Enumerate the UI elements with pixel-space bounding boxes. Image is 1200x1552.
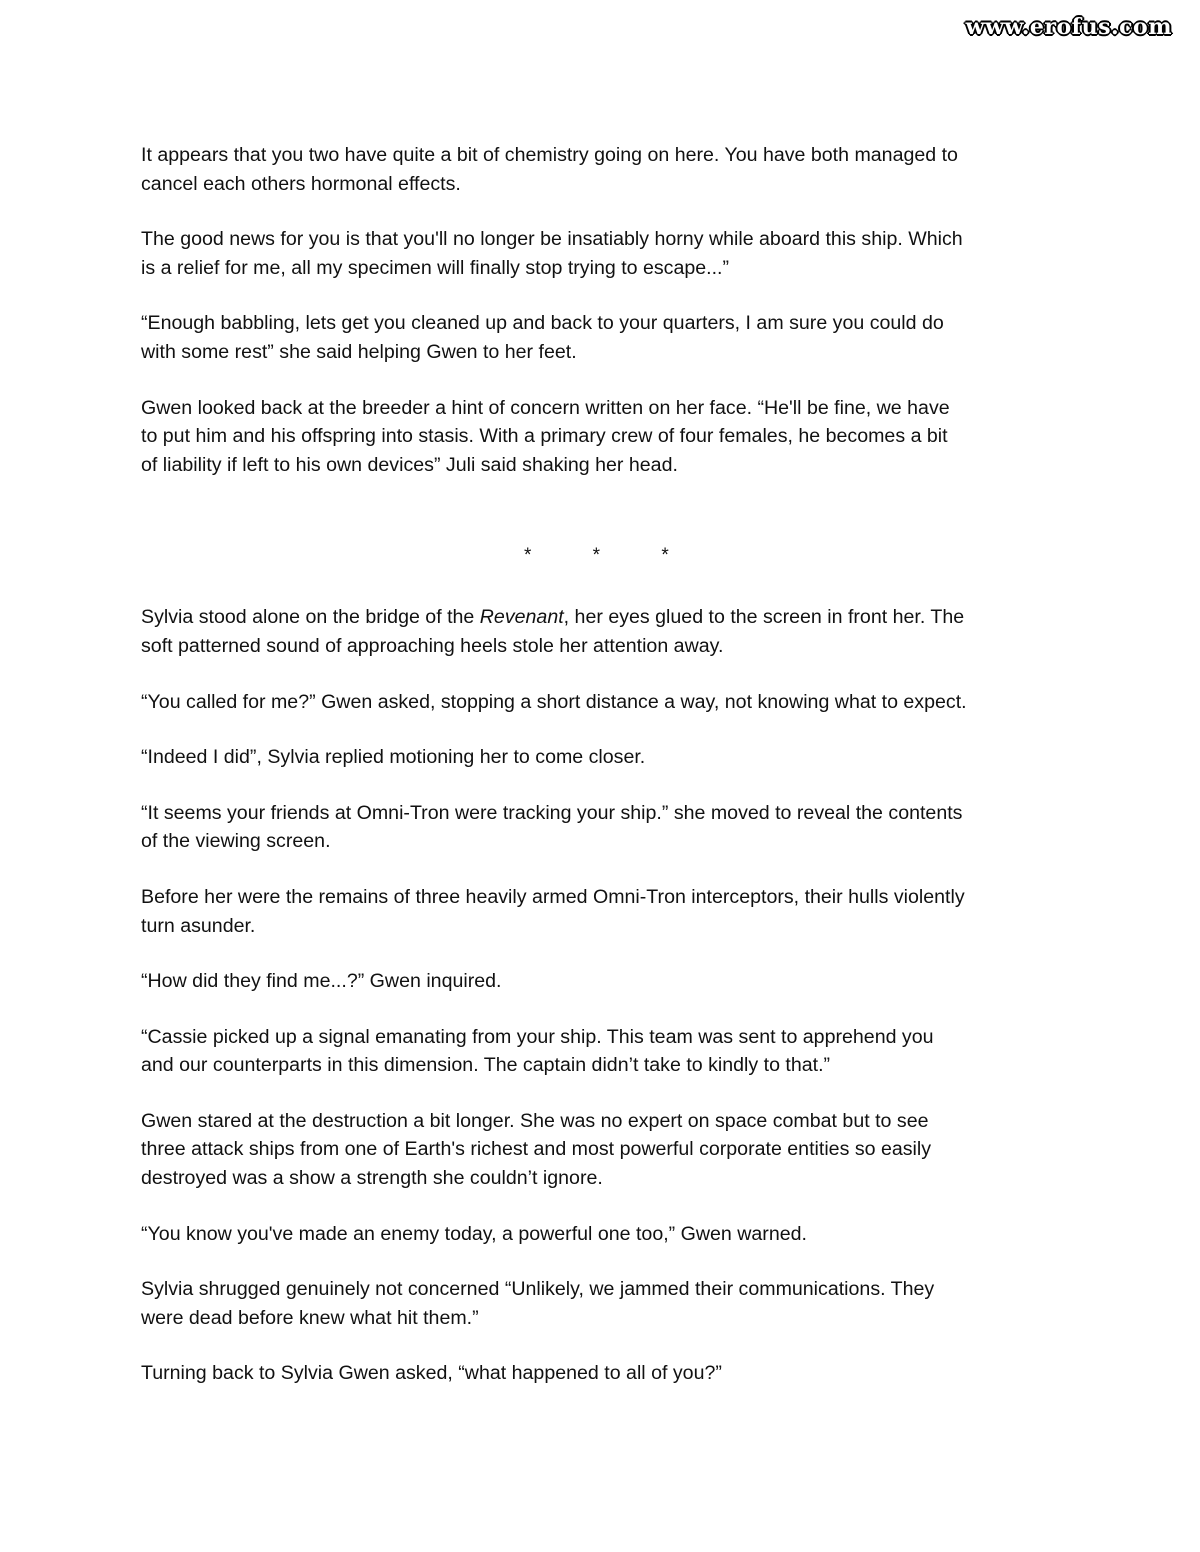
paragraph-sylvia-bridge [141, 603, 1061, 660]
paragraph-text: Sylvia stood alone on the bridge of the [141, 606, 480, 629]
paragraph: Before her were the remains of three heavily armed Omni-Tron interceptors, their hulls violently turn asunder. [141, 885, 965, 937]
document-page [141, 141, 1061, 1388]
paragraph: Gwen looked back at the breeder a hint of concern written on her face. “He'll be fine, we have to put him and his offspring into stasis. With a primary crew of four females, he becomes a bit of liability if left to his own devices” Juli said shaking her head. [141, 396, 950, 476]
paragraph-text: , her eyes glued to the screen in front her. The soft patterned sound of approaching heels stole her attention away. [141, 606, 965, 657]
paragraph: “It seems your friends at Omni-Tron were tracking your ship.” she moved to reveal the contents of the viewing screen. [141, 801, 963, 853]
paragraph: “You called for me?” Gwen asked, stopping a short distance a way, not knowing what to expect. [141, 690, 967, 713]
ship-name: Revenant [479, 606, 564, 629]
site-watermark: www.erofus.com [965, 14, 1172, 40]
paragraph: Sylvia shrugged genuinely not concerned “Unlikely, we jammed their communications. They were dead before knew what hit them.” [141, 1278, 935, 1329]
paragraph: Turning back to Sylvia Gwen asked, “what happened to all of you?” [141, 1362, 722, 1385]
paragraph: “Cassie picked up a signal emanating from your ship. This team was sent to apprehend you and our counterparts in this dimension. The captain didn’t take to kindly to that.” [141, 1025, 934, 1077]
scene-break-separator: * * * [524, 545, 669, 567]
paragraph: Gwen stared at the destruction a bit longer. She was no expert on space combat but to see three attack ships from one of Earth's richest and most powerful corporate entities so easily destroyed was a show a strength she couldn’t ignore. [141, 1109, 932, 1190]
paragraph: “You know you've made an enemy today, a powerful one too,” Gwen warned. [141, 1222, 807, 1245]
paragraph: “How did they find me...?” Gwen inquired. [141, 970, 502, 993]
paragraph: The good news for you is that you'll no longer be insatiably horny while aboard this ship. Which is a relief for me, all my specimen will finally stop trying to escape...” [141, 228, 963, 279]
paragraph: “Enough babbling, lets get you cleaned up and back to your quarters, I am sure you could do with some rest” she said helping Gwen to her feet. [141, 312, 944, 363]
paragraph: It appears that you two have quite a bit of chemistry going on here. You have both managed to cancel each others hormonal effects. [141, 144, 958, 195]
paragraph: “Indeed I did”, Sylvia replied motioning her to come closer. [141, 746, 646, 769]
